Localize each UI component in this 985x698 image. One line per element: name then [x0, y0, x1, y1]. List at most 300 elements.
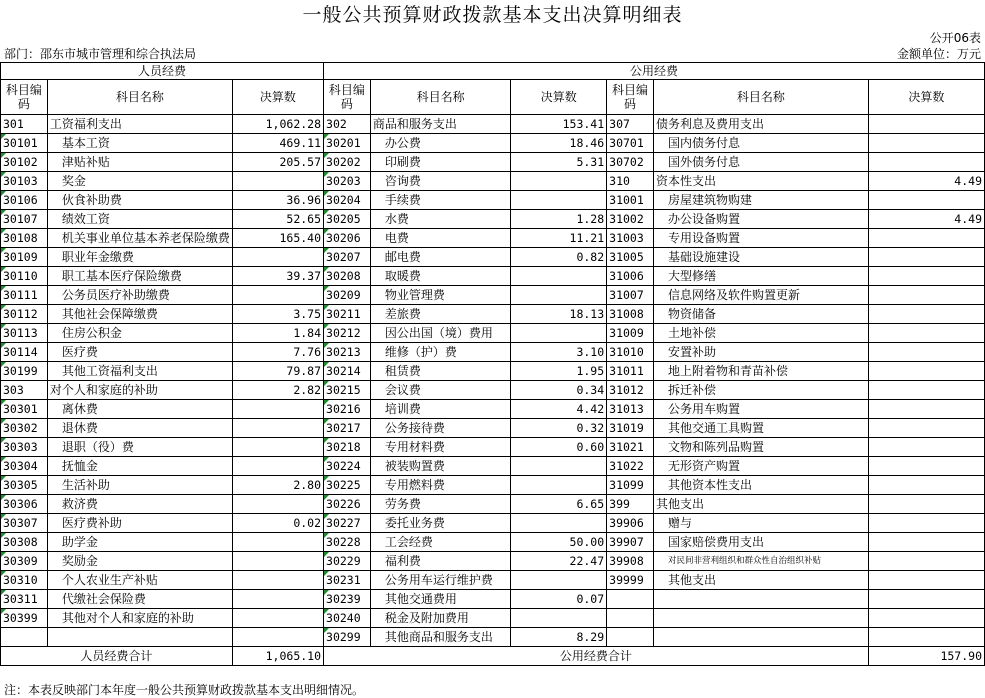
subject-code: 30701	[607, 134, 654, 153]
subject-code: 30214	[324, 362, 371, 381]
table-row	[1, 514, 985, 533]
subject-name: 债务利息及费用支出	[653, 115, 868, 134]
amount-value: 0.02	[232, 514, 323, 533]
subject-code: 30205	[324, 210, 371, 229]
subject-name: 专用设备购置	[653, 229, 868, 248]
subject-name: 其他交通费用	[370, 590, 511, 609]
subject-code: 31003	[607, 229, 654, 248]
subject-code: 30310	[1, 571, 48, 590]
subject-code: 30206	[324, 229, 371, 248]
subject-code: 399	[607, 495, 654, 514]
table-row	[1, 438, 985, 457]
subject-name: 个人农业生产补贴	[47, 571, 232, 590]
subject-code: 30215	[324, 381, 371, 400]
subject-code: 30212	[324, 324, 371, 343]
total-public-value: 157.90	[868, 647, 984, 666]
amount-value: 79.87	[232, 362, 323, 381]
amount-value	[868, 571, 984, 590]
subject-name: 国外债务付息	[653, 153, 868, 172]
amount-value: 1.95	[511, 362, 607, 381]
table-row	[1, 590, 985, 609]
subject-code: 31001	[607, 191, 654, 210]
amount-value: 3.10	[511, 343, 607, 362]
subject-name: 咨询费	[370, 172, 511, 191]
amount-value: 8.29	[511, 628, 607, 647]
subject-name: 奖励金	[47, 552, 232, 571]
col-name-a: 科目名称	[47, 80, 232, 115]
subject-code: 30213	[324, 343, 371, 362]
subject-code	[1, 628, 48, 647]
subject-name: 退休费	[47, 419, 232, 438]
subject-name: 住房公积金	[47, 324, 232, 343]
subject-code: 30208	[324, 267, 371, 286]
amount-value	[868, 267, 984, 286]
subject-name: 印刷费	[370, 153, 511, 172]
subject-code: 30112	[1, 305, 48, 324]
subject-code: 31002	[607, 210, 654, 229]
subject-name: 其他支出	[653, 495, 868, 514]
amount-value	[868, 438, 984, 457]
amount-value	[232, 552, 323, 571]
subject-name: 信息网络及软件购置更新	[653, 286, 868, 305]
subject-name: 因公出国（境）费用	[370, 324, 511, 343]
subject-code: 30240	[324, 609, 371, 628]
amount-value	[232, 400, 323, 419]
amount-value	[232, 248, 323, 267]
amount-value	[232, 628, 323, 647]
subject-code: 30209	[324, 286, 371, 305]
amount-value: 4.42	[511, 400, 607, 419]
subject-name	[47, 628, 232, 647]
amount-value	[868, 362, 984, 381]
subject-name: 医疗费	[47, 343, 232, 362]
total-personnel-value: 1,065.10	[232, 647, 323, 666]
table-row	[1, 191, 985, 210]
subject-name: 资本性支出	[653, 172, 868, 191]
amount-value: 2.80	[232, 476, 323, 495]
subject-code: 30227	[324, 514, 371, 533]
subject-code	[607, 628, 654, 647]
amount-value	[868, 552, 984, 571]
subject-name: 国内债务付息	[653, 134, 868, 153]
subject-name: 国家赔偿费用支出	[653, 533, 868, 552]
subject-code: 30107	[1, 210, 48, 229]
subject-code	[607, 590, 654, 609]
amount-value: 11.21	[511, 229, 607, 248]
total-personnel-label: 人员经费合计	[1, 647, 233, 666]
table-row	[1, 229, 985, 248]
amount-value: 5.31	[511, 153, 607, 172]
subject-code: 39906	[607, 514, 654, 533]
subject-name: 福利费	[370, 552, 511, 571]
amount-value: 1,062.28	[232, 115, 323, 134]
subject-code: 31009	[607, 324, 654, 343]
amount-value	[511, 609, 607, 628]
subject-code: 30224	[324, 457, 371, 476]
subject-code	[607, 609, 654, 628]
subject-name: 基本工资	[47, 134, 232, 153]
amount-value	[232, 590, 323, 609]
amount-value	[232, 172, 323, 191]
subject-name: 税金及附加费用	[370, 609, 511, 628]
table-row	[1, 400, 985, 419]
subject-code: 30201	[324, 134, 371, 153]
unit-label: 金额单位：万元	[896, 47, 981, 61]
subject-name: 基础设施建设	[653, 248, 868, 267]
table-row	[1, 609, 985, 628]
subject-code: 30111	[1, 286, 48, 305]
subject-name: 其他商品和服务支出	[370, 628, 511, 647]
subject-name: 公务用车运行维护费	[370, 571, 511, 590]
subject-code: 31011	[607, 362, 654, 381]
subject-code: 30103	[1, 172, 48, 191]
amount-value	[868, 324, 984, 343]
subject-name: 劳务费	[370, 495, 511, 514]
subject-code: 30113	[1, 324, 48, 343]
amount-value: 1.84	[232, 324, 323, 343]
subject-code: 303	[1, 381, 48, 400]
table-row	[1, 248, 985, 267]
table-row	[1, 324, 985, 343]
table-row	[1, 115, 985, 134]
subject-code: 30303	[1, 438, 48, 457]
col-code-b: 科目编码	[324, 80, 371, 115]
subject-code: 30203	[324, 172, 371, 191]
subject-code: 307	[607, 115, 654, 134]
amount-value	[868, 153, 984, 172]
subject-name: 专用燃料费	[370, 476, 511, 495]
amount-value	[232, 438, 323, 457]
table-row	[1, 172, 985, 191]
amount-value: 4.49	[868, 172, 984, 191]
amount-value	[232, 609, 323, 628]
subject-name: 退职（役）费	[47, 438, 232, 457]
subject-code: 30225	[324, 476, 371, 495]
subject-code: 39907	[607, 533, 654, 552]
subject-code: 30102	[1, 153, 48, 172]
table-row	[1, 153, 985, 172]
table-row	[1, 286, 985, 305]
table-row	[1, 495, 985, 514]
subject-code: 39999	[607, 571, 654, 590]
amount-value	[868, 248, 984, 267]
subject-name: 职业年金缴费	[47, 248, 232, 267]
amount-value: 0.07	[511, 590, 607, 609]
amount-value	[868, 343, 984, 362]
amount-value	[868, 286, 984, 305]
subject-name: 生活补助	[47, 476, 232, 495]
subject-name: 文物和陈列品购置	[653, 438, 868, 457]
subject-name: 会议费	[370, 381, 511, 400]
amount-value	[232, 533, 323, 552]
amount-value	[232, 571, 323, 590]
col-code-c: 科目编码	[607, 80, 654, 115]
col-name-b: 科目名称	[370, 80, 511, 115]
amount-value	[511, 172, 607, 191]
amount-value: 18.46	[511, 134, 607, 153]
subject-name: 公务员医疗补助缴费	[47, 286, 232, 305]
subject-name: 无形资产购置	[653, 457, 868, 476]
subject-code: 31021	[607, 438, 654, 457]
amount-value	[511, 571, 607, 590]
subject-name: 绩效工资	[47, 210, 232, 229]
section-personnel: 人员经费	[1, 63, 324, 80]
subject-code: 30106	[1, 191, 48, 210]
amount-value: 469.11	[232, 134, 323, 153]
subject-code: 30302	[1, 419, 48, 438]
subject-name: 办公设备购置	[653, 210, 868, 229]
subject-name: 助学金	[47, 533, 232, 552]
section-public: 公用经费	[324, 63, 985, 80]
col-amount-b: 决算数	[511, 80, 607, 115]
subject-name: 其他资本性支出	[653, 476, 868, 495]
footnote: 注：本表反映部门本年度一般公共预算财政拨款基本支出明细情况。	[4, 683, 365, 697]
subject-code: 30306	[1, 495, 48, 514]
subject-name: 抚恤金	[47, 457, 232, 476]
amount-value	[868, 533, 984, 552]
subject-name: 其他交通工具购置	[653, 419, 868, 438]
subject-name: 离休费	[47, 400, 232, 419]
subject-code: 30228	[324, 533, 371, 552]
subject-name: 租赁费	[370, 362, 511, 381]
table-row	[1, 571, 985, 590]
amount-value	[232, 286, 323, 305]
section-header-row	[1, 63, 985, 80]
subject-code: 30702	[607, 153, 654, 172]
amount-value	[232, 495, 323, 514]
subject-name: 取暖费	[370, 267, 511, 286]
amount-value: 36.96	[232, 191, 323, 210]
total-row	[1, 647, 985, 666]
subject-name: 代缴社会保险费	[47, 590, 232, 609]
amount-value	[511, 286, 607, 305]
subject-code: 31019	[607, 419, 654, 438]
amount-value: 18.13	[511, 305, 607, 324]
report-title: 一般公共预算财政拨款基本支出决算明细表	[302, 4, 683, 26]
amount-value: 0.60	[511, 438, 607, 457]
subject-code: 30110	[1, 267, 48, 286]
amount-value: 3.75	[232, 305, 323, 324]
column-header-row	[1, 80, 985, 115]
table-row	[1, 305, 985, 324]
subject-code: 30226	[324, 495, 371, 514]
table-row	[1, 552, 985, 571]
subject-name: 培训费	[370, 400, 511, 419]
amount-value	[511, 324, 607, 343]
subject-code: 30216	[324, 400, 371, 419]
col-code-a: 科目编码	[1, 80, 48, 115]
table-row	[1, 628, 985, 647]
subject-name: 对个人和家庭的补助	[47, 381, 232, 400]
subject-name: 救济费	[47, 495, 232, 514]
subject-code: 30199	[1, 362, 48, 381]
subject-code: 301	[1, 115, 48, 134]
amount-value: 1.28	[511, 210, 607, 229]
subject-name: 工资福利支出	[47, 115, 232, 134]
amount-value	[868, 609, 984, 628]
subject-name: 安置补助	[653, 343, 868, 362]
subject-code: 31013	[607, 400, 654, 419]
amount-value	[868, 476, 984, 495]
amount-value	[868, 457, 984, 476]
subject-name: 医疗费补助	[47, 514, 232, 533]
subject-code: 30309	[1, 552, 48, 571]
amount-value	[511, 457, 607, 476]
expenditure-table	[0, 62, 985, 666]
amount-value	[511, 267, 607, 286]
amount-value: 2.82	[232, 381, 323, 400]
subject-name	[653, 628, 868, 647]
col-amount-a: 决算数	[232, 80, 323, 115]
subject-code: 30114	[1, 343, 48, 362]
subject-name: 委托业务费	[370, 514, 511, 533]
amount-value	[511, 514, 607, 533]
subject-name: 房屋建筑物购建	[653, 191, 868, 210]
amount-value	[868, 400, 984, 419]
amount-value	[868, 381, 984, 400]
subject-name: 其他对个人和家庭的补助	[47, 609, 232, 628]
amount-value	[868, 134, 984, 153]
amount-value: 205.57	[232, 153, 323, 172]
amount-value	[868, 495, 984, 514]
table-row	[1, 362, 985, 381]
subject-name: 物业管理费	[370, 286, 511, 305]
subject-code: 31099	[607, 476, 654, 495]
col-name-c: 科目名称	[653, 80, 868, 115]
amount-value: 0.32	[511, 419, 607, 438]
subject-code: 30108	[1, 229, 48, 248]
subject-code: 30231	[324, 571, 371, 590]
subject-name: 办公费	[370, 134, 511, 153]
subject-code: 31007	[607, 286, 654, 305]
department-label: 部门：邵东市城市管理和综合执法局	[4, 47, 197, 61]
subject-code: 31006	[607, 267, 654, 286]
subject-name: 公务接待费	[370, 419, 511, 438]
table-row	[1, 134, 985, 153]
amount-value: 52.65	[232, 210, 323, 229]
amount-value	[868, 191, 984, 210]
subject-name: 地上附着物和青苗补偿	[653, 362, 868, 381]
subject-name: 物资储备	[653, 305, 868, 324]
amount-value: 153.41	[511, 115, 607, 134]
subject-code: 30211	[324, 305, 371, 324]
amount-value	[868, 590, 984, 609]
subject-name: 被装购置费	[370, 457, 511, 476]
subject-name	[653, 590, 868, 609]
amount-value	[868, 229, 984, 248]
amount-value	[232, 457, 323, 476]
amount-value	[511, 476, 607, 495]
subject-code: 31005	[607, 248, 654, 267]
subject-code: 30299	[324, 628, 371, 647]
amount-value	[232, 419, 323, 438]
subject-name: 电费	[370, 229, 511, 248]
subject-code: 30101	[1, 134, 48, 153]
subject-code: 31012	[607, 381, 654, 400]
amount-value: 165.40	[232, 229, 323, 248]
subject-name: 其他支出	[653, 571, 868, 590]
amount-value: 22.47	[511, 552, 607, 571]
col-amount-c: 决算数	[868, 80, 984, 115]
amount-value	[868, 628, 984, 647]
subject-name: 商品和服务支出	[370, 115, 511, 134]
subject-name: 职工基本医疗保险缴费	[47, 267, 232, 286]
subject-name: 土地补偿	[653, 324, 868, 343]
subject-name: 专用材料费	[370, 438, 511, 457]
table-row	[1, 476, 985, 495]
amount-value	[868, 514, 984, 533]
subject-code: 30218	[324, 438, 371, 457]
subject-name: 拆迁补偿	[653, 381, 868, 400]
subject-code: 30304	[1, 457, 48, 476]
subject-name: 维修（护）费	[370, 343, 511, 362]
subject-name: 大型修缮	[653, 267, 868, 286]
subject-code: 31008	[607, 305, 654, 324]
subject-name: 伙食补助费	[47, 191, 232, 210]
amount-value	[868, 115, 984, 134]
subject-name: 其他社会保障缴费	[47, 305, 232, 324]
subject-name: 工会经费	[370, 533, 511, 552]
total-public-label: 公用经费合计	[324, 647, 869, 666]
amount-value: 0.82	[511, 248, 607, 267]
amount-value: 50.00	[511, 533, 607, 552]
table-row	[1, 267, 985, 286]
subject-name: 水费	[370, 210, 511, 229]
amount-value: 6.65	[511, 495, 607, 514]
subject-code: 30301	[1, 400, 48, 419]
subject-code: 30109	[1, 248, 48, 267]
subject-code: 30399	[1, 609, 48, 628]
subject-code: 31010	[607, 343, 654, 362]
subject-name: 手续费	[370, 191, 511, 210]
subject-code: 30217	[324, 419, 371, 438]
subject-name: 奖金	[47, 172, 232, 191]
subject-name	[653, 609, 868, 628]
table-row	[1, 457, 985, 476]
amount-value: 7.76	[232, 343, 323, 362]
table-row	[1, 381, 985, 400]
subject-name: 对民间非营利组织和群众性自治组织补贴	[653, 552, 868, 571]
subject-code: 310	[607, 172, 654, 191]
amount-value: 4.49	[868, 210, 984, 229]
subject-code: 30202	[324, 153, 371, 172]
subject-code: 39908	[607, 552, 654, 571]
subject-code: 302	[324, 115, 371, 134]
subject-name: 差旅费	[370, 305, 511, 324]
subject-code: 30239	[324, 590, 371, 609]
subject-name: 邮电费	[370, 248, 511, 267]
table-row	[1, 533, 985, 552]
subject-code: 31022	[607, 457, 654, 476]
subject-code: 30311	[1, 590, 48, 609]
subject-name: 机关事业单位基本养老保险缴费	[47, 229, 232, 248]
table-row	[1, 343, 985, 362]
subject-name: 津贴补贴	[47, 153, 232, 172]
subject-name: 公务用车购置	[653, 400, 868, 419]
subject-name: 赠与	[653, 514, 868, 533]
subject-code: 30207	[324, 248, 371, 267]
amount-value: 0.34	[511, 381, 607, 400]
subject-name: 其他工资福利支出	[47, 362, 232, 381]
subject-code: 30305	[1, 476, 48, 495]
amount-value: 39.37	[232, 267, 323, 286]
amount-value	[868, 305, 984, 324]
table-row	[1, 210, 985, 229]
subject-code: 30307	[1, 514, 48, 533]
amount-value	[868, 419, 984, 438]
form-number: 公开06表	[929, 31, 981, 45]
amount-value	[511, 191, 607, 210]
